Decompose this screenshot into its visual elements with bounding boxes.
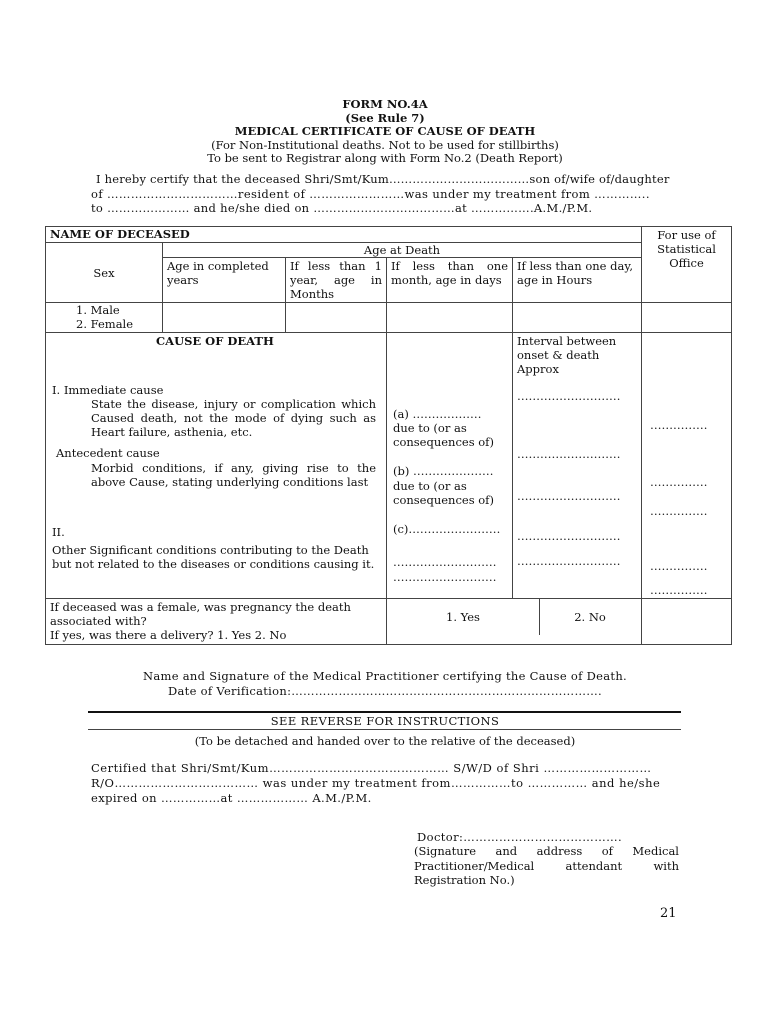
interval-heading: Interval between onset & death Approx [517,334,617,376]
detach-instruction: (To be detached and handed over to the relative of the deceased) [194,734,576,748]
stat-field-1: …………… [650,418,708,432]
cause-of-death-heading: CAUSE OF DEATH [156,334,274,348]
certified-line-1: Certified that Shri/Smt/Kum……………………………………… S/W/D of Shri ……………………… [91,761,652,775]
statistical-office-label: For use of Statistical Office [642,227,732,303]
intro-line-1: I hereby certify that the deceased Shri/Smt/Kum………………………………son of/wife of/daughter [96,172,670,186]
interval-cell [513,333,642,599]
interval-field-2[interactable]: ……………………… [517,447,621,461]
stat-field-4: …………… [650,559,708,573]
certified-line-3: expired on ……………at ……………… A.M./P.M. [91,791,372,805]
cause-entry-cell [387,333,513,599]
cause-a-due-to: due to (or as consequences of) [393,421,494,449]
age-days-label: If less than one month, age in days [387,258,513,303]
cause-c-field[interactable]: (c)…………………… [393,522,501,536]
age-years-field[interactable] [163,303,286,333]
antecedent-cause-label: Antecedent cause [56,446,160,460]
pregnancy-question: If deceased was a female, was pregnancy the death associated with? [50,600,351,628]
form-header [0,98,770,166]
other-significant-desc: Other Significant conditions contributing to the Death but not related to the diseases or conditions causing it. [52,543,375,571]
stat-field-3: …………… [650,504,708,518]
pregnancy-answer-cell [387,599,642,645]
sex-option-male[interactable]: 1. Male [76,303,120,317]
sex-options [46,303,163,333]
age-hours-field[interactable] [513,303,642,333]
page-number: 21 [660,906,677,921]
name-of-deceased-label: NAME OF DECEASED [46,227,642,243]
other-cause-field-2[interactable]: ……………………… [393,570,497,584]
age-days-field[interactable] [387,303,513,333]
intro-line-3: to ………………… and he/she died on ………………………………at …………….A.M./P.M. [91,201,593,215]
form-title: MEDICAL CERTIFICATE OF CAUSE OF DEATH [234,124,536,138]
stat-dots-cell [642,333,732,599]
age-months-label: If less than 1 year, age in Months [286,258,387,303]
section-ii-label: II. [52,525,65,539]
cause-b-due-to: due to (or as consequences of) [393,479,494,507]
pregnancy-yes-option[interactable]: 1. Yes [387,599,540,635]
form-subtitle-1: (For Non-Institutional deaths. Not to be used for stillbirths) [211,137,559,152]
interval-field-4[interactable]: ……………………… [517,529,621,543]
stat-office-field [642,303,732,333]
cause-description-cell [46,333,387,599]
doctor-signature-note: (Signature and address of Medical Practitioner/Medical attendant with Registration No.) [414,844,679,887]
cause-a-field[interactable]: (a) ……………… [393,407,482,421]
intro-line-2: of ……………………………resident of ……………………was under my treatment from ………….. [91,187,650,201]
form-number: FORM NO.4A [342,97,428,111]
divider-thin [88,729,681,730]
cause-of-death-table [45,226,732,645]
reverse-instructions-heading: SEE REVERSE FOR INSTRUCTIONS [270,714,500,728]
pregnancy-no-option[interactable]: 2. No [574,610,606,624]
age-hours-label: If less than one day, age in Hours [513,258,642,303]
sex-label: Sex [46,243,163,303]
certified-line-2: R/O……………………………… was under my treatment from……………to …………… and he/she [91,776,661,790]
other-cause-field-1[interactable]: ……………………… [393,555,497,569]
practitioner-signature-line: Name and Signature of the Medical Practitioner certifying the Cause of Death. [142,669,628,683]
age-months-field[interactable] [286,303,387,333]
doctor-signature-field[interactable]: Doctor:…………………………………. [417,830,623,844]
interval-field-1[interactable]: ……………………… [517,389,621,403]
interval-field-5[interactable]: ……………………… [517,554,621,568]
stat-field-2: …………… [650,475,708,489]
sex-option-female[interactable]: 2. Female [76,317,134,331]
immediate-cause-label: I. Immediate cause [52,383,164,397]
form-rule: (See Rule 7) [345,110,425,125]
pregnancy-question-cell [46,599,387,645]
antecedent-cause-desc: Morbid conditions, if any, giving rise to the above Cause, stating underlying conditions last [91,461,376,489]
pregnancy-stat-cell [642,599,732,645]
stat-field-5: …………… [650,583,708,597]
age-years-label: Age in completed years [163,258,286,303]
age-at-death-label: Age at Death [163,243,642,258]
verification-date-line[interactable]: Date of Verification:……………………………………………………………………. [168,684,603,698]
divider-thick [88,711,681,713]
cause-b-field[interactable]: (b) ………………… [393,464,494,478]
form-subtitle-2: To be sent to Registrar along with Form No.2 (Death Report) [207,151,563,165]
immediate-cause-desc: State the disease, injury or complication which Caused death, not the mode of dying such as Heart failure, asthenia, etc. [91,397,376,439]
interval-field-3[interactable]: ……………………… [517,489,621,503]
delivery-question: If yes, was there a delivery? 1. Yes 2. No [50,628,287,642]
